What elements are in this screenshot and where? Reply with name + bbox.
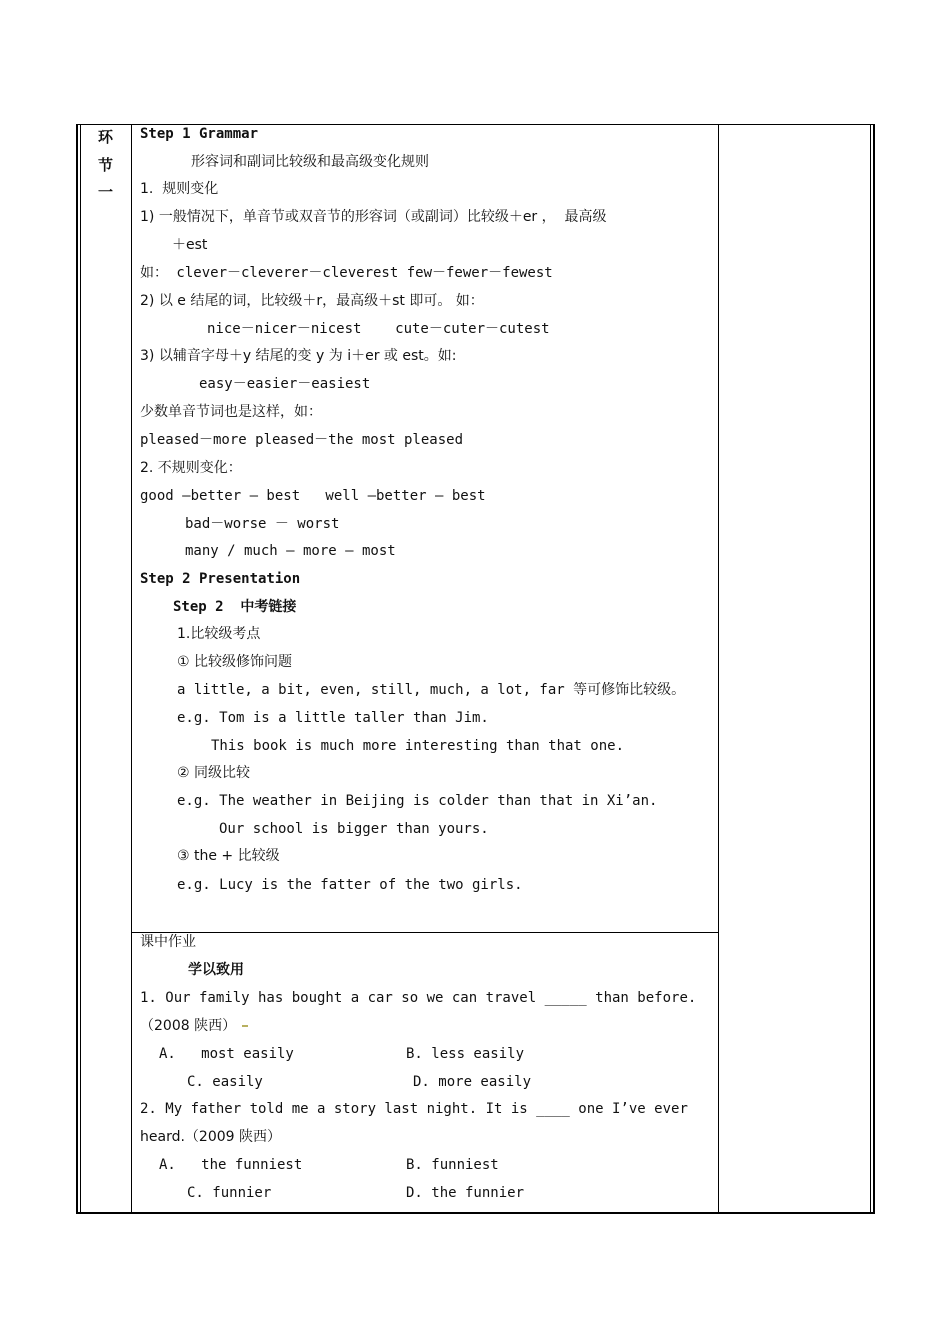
section-label-char-2: 节	[98, 156, 114, 174]
point-2: ② 同级比较	[177, 765, 251, 781]
table-border-right-inner	[870, 124, 871, 1214]
homework-title: 课中作业	[140, 934, 196, 950]
homework-subtitle: 学以致用	[188, 962, 244, 978]
point-1-example-2: This book is much more interesting than that one.	[211, 738, 625, 754]
irregular-3: many / much — more — most	[185, 543, 396, 559]
point-2-example-1: e.g. The weather in Beijing is colder than that in Xi’an.	[177, 793, 658, 809]
question-1-option-d: D. more easily	[413, 1074, 532, 1090]
question-2-option-c: C. funnier	[187, 1185, 272, 1201]
question-1-option-b: B. less easily	[406, 1046, 525, 1062]
point-3-example-1: e.g. Lucy is the fatter of the two girls.	[177, 877, 523, 893]
table-border-right	[873, 124, 875, 1214]
table-border-bottom	[76, 1212, 875, 1214]
rule-1: 1. 规则变化	[140, 181, 219, 197]
point-1-example-1: e.g. Tom is a little taller than Jim.	[177, 710, 489, 726]
rule-1-3: 3) 以辅音字母＋y 结尾的变 y 为 i＋er 或 est。如:	[140, 348, 457, 364]
rule-1-1: 1) 一般情况下，单音节或双音节的形容词（或副词）比较级＋er ， 最高级	[140, 209, 607, 225]
question-2-text-cont: heard.（2009 陕西）	[140, 1129, 281, 1145]
rule-1-2-example: nice－nicer－nicest cute－cuter－cutest	[207, 321, 550, 337]
rule-1-2: 2) 以 e 结尾的词，比较级＋r，最高级＋st 即可。 如：	[140, 293, 484, 309]
rule-1-1-example: 如： clever－cleverer－cleverest few－fewer－fewest	[140, 265, 553, 281]
rule-1-note-example: pleased－more pleased－the most pleased	[140, 432, 464, 448]
question-1-option-a: A. most easily	[159, 1046, 294, 1062]
question-2-text: 2. My father told me a story last night. It is ____ one I’ve ever	[140, 1101, 688, 1117]
row-divider	[131, 932, 719, 933]
point-3: ③ the + 比较级	[177, 848, 280, 864]
question-1-source-text: （2008 陕西）	[140, 1018, 237, 1034]
step2-subtitle: Step 2 中考链接	[173, 599, 297, 615]
lesson-table	[76, 124, 874, 1214]
point-title: 1.比较级考点	[177, 626, 261, 642]
question-2-option-b: B. funniest	[406, 1157, 499, 1173]
irregular-2: bad－worse － worst	[185, 516, 340, 532]
question-2-option-a: A. the funniest	[159, 1157, 303, 1173]
irregular-1: good —better — best well —better — best	[140, 488, 486, 504]
section-label-char-1: 环	[98, 128, 114, 146]
point-1-desc: a little, a bit, even, still, much, a lot, far 等可修饰比较级。	[177, 682, 686, 698]
section-label	[76, 124, 131, 1214]
step2-title: Step 2 Presentation	[140, 571, 301, 587]
section-label-char-3: 一	[98, 183, 114, 201]
question-1-option-c: C. easily	[187, 1074, 263, 1090]
rule-title: 形容词和副词比较级和最高级变化规则	[191, 154, 429, 170]
point-2-example-2: Our school is bigger than yours.	[219, 821, 489, 837]
edit-mark-icon	[242, 1025, 248, 1027]
step1-title: Step 1 Grammar	[140, 126, 259, 142]
rule-1-3-example: easy－easier－easiest	[199, 376, 371, 392]
rule-1-note: 少数单音节词也是这样，如：	[140, 404, 322, 420]
question-2-option-d: D. the funnier	[406, 1185, 525, 1201]
column-divider-2	[718, 124, 719, 1214]
rule-1-1-cont: ＋est	[172, 237, 208, 253]
column-divider-1	[131, 124, 132, 1214]
rule-2: 2. 不规则变化：	[140, 460, 242, 476]
question-1-text: 1. Our family has bought a car so we can travel _____ than before.	[140, 990, 697, 1006]
point-1: ① 比较级修饰问题	[177, 654, 293, 670]
question-1-source	[140, 1017, 248, 1035]
